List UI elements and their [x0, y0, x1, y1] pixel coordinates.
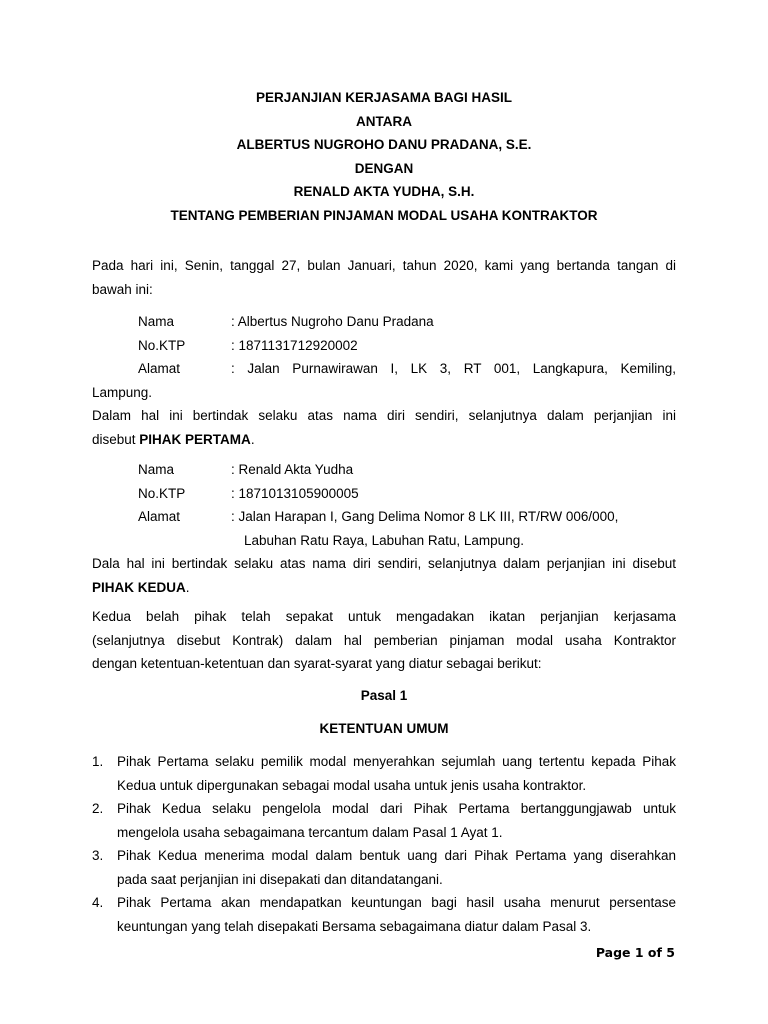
- title-line: ANTARA: [356, 113, 412, 129]
- party-two-role-line: [92, 576, 676, 600]
- field-label: Nama: [138, 314, 175, 329]
- list-text: keuntungan yang telah disepakati Bersama sebagaimana diatur dalam Pasal 3.: [117, 918, 592, 934]
- list-number: 2.: [92, 801, 104, 816]
- address-continuation: Labuhan Ratu Raya, Labuhan Ratu, Lampung.: [244, 532, 524, 548]
- field-label: No.KTP: [138, 337, 186, 353]
- article-heading: KETENTUAN UMUM: [319, 721, 449, 736]
- intro-paragraph: [92, 254, 676, 301]
- provisions-list: [92, 750, 676, 938]
- field-value: : Albertus Nugroho Danu Pradana: [231, 314, 434, 329]
- agreement-line: dengan ketentuan-ketentuan dan syarat-syarat yang diatur sebagai berikut:: [92, 656, 542, 671]
- title-line: ALBERTUS NUGROHO DANU PRADANA, S.E.: [236, 137, 532, 153]
- list-item: [92, 844, 676, 891]
- agreement-line: Kedua belah pihak telah sepakat untuk mengadakan ikatan perjanjian kerjasama: [92, 609, 676, 624]
- intro-line: Pada hari ini, Senin, tanggal 27, bulan Januari, tahun 2020, kami yang bertanda tangan di: [92, 258, 676, 273]
- list-text: Pihak Pertama akan mendapatkan keuntungan bagi hasil usaha menurut persentase: [117, 895, 676, 910]
- party-one: [92, 310, 676, 451]
- list-number: 1.: [92, 754, 104, 769]
- party-one-role: PIHAK PERTAMA: [139, 431, 251, 447]
- list-item: [92, 797, 676, 844]
- title-line: TENTANG PEMBERIAN PINJAMAN MODAL USAHA KONTRAKTOR: [170, 207, 598, 223]
- party-two-name-row: [92, 458, 676, 482]
- list-item: [92, 891, 676, 938]
- party-one-address-row: [92, 357, 676, 381]
- list-item: [92, 750, 676, 797]
- field-value: : 1871131712920002: [231, 337, 358, 353]
- field-value: : 1871013105900005: [231, 485, 359, 501]
- party-two-role: PIHAK KEDUA: [92, 579, 186, 595]
- field-label: No.KTP: [138, 485, 186, 501]
- list-number: 3.: [92, 848, 104, 863]
- address-continuation: Lampung.: [92, 384, 153, 400]
- party-one-description: Dalam hal ini bertindak selaku atas nama diri sendiri, selanjutnya dalam perjanjian ini: [92, 408, 676, 423]
- page-number: Page 1 of 5: [595, 945, 675, 960]
- list-text: Pihak Kedua selaku pengelola modal dari Pihak Pertama bertanggungjawab untuk: [117, 801, 676, 816]
- party-two-ktp-row: [92, 482, 676, 506]
- title-line: PERJANJIAN KERJASAMA BAGI HASIL: [255, 90, 513, 105]
- list-text: Pihak Pertama selaku pemilik modal menyerahkan sejumlah uang tertentu kepada Pihak: [117, 754, 676, 769]
- article-number: Pasal 1: [360, 688, 408, 703]
- party-one-ktp-row: [92, 334, 676, 358]
- role-suffix: .: [185, 579, 190, 595]
- role-suffix: .: [250, 431, 255, 447]
- role-prefix: disebut: [92, 431, 140, 447]
- field-label: Alamat: [138, 361, 181, 376]
- field-value: : Renald Akta Yudha: [231, 462, 354, 477]
- party-one-role-line: [92, 428, 676, 452]
- list-text: Kedua untuk dipergunakan sebagai modal usaha untuk jenis usaha kontraktor.: [117, 777, 587, 793]
- agreement-line: (selanjutnya disebut Kontrak) dalam hal pemberian pinjaman modal usaha Kontraktor: [92, 632, 676, 648]
- intro-line: bawah ini:: [92, 281, 153, 297]
- party-two-address-cont-row: [92, 529, 676, 553]
- list-text: Pihak Kedua menerima modal dalam bentuk uang dari Pihak Pertama yang diserahkan: [117, 848, 676, 863]
- party-one-name-row: [92, 310, 676, 334]
- list-text: mengelola usaha sebagaimana tercantum dalam Pasal 1 Ayat 1.: [117, 824, 503, 840]
- party-two-description: Dala hal ini bertindak selaku atas nama diri sendiri, selanjutnya dalam perjanjian ini disebut: [92, 556, 676, 571]
- field-label: Nama: [138, 462, 175, 477]
- title-line: RENALD AKTA YUDHA, S.H.: [293, 184, 475, 200]
- list-number: 4.: [92, 895, 104, 910]
- title-line: DENGAN: [354, 160, 414, 176]
- field-label: Alamat: [138, 509, 181, 524]
- agreement-paragraph: [92, 605, 676, 676]
- field-value: : Jalan Purnawirawan I, LK 3, RT 001, Langkapura, Kemiling,: [231, 361, 676, 376]
- party-two: [92, 458, 676, 599]
- document-title: [92, 86, 676, 228]
- field-value: : Jalan Harapan I, Gang Delima Nomor 8 LK III, RT/RW 006/000,: [231, 509, 619, 524]
- party-two-address-row: [92, 505, 676, 529]
- list-text: pada saat perjanjian ini disepakati dan ditandatangani.: [117, 871, 443, 887]
